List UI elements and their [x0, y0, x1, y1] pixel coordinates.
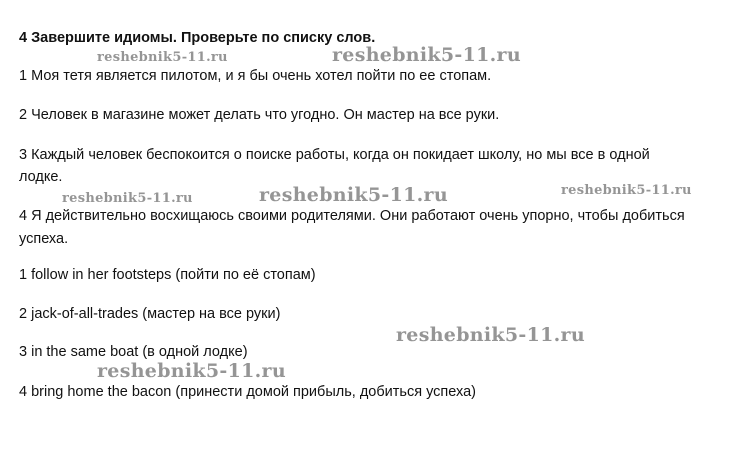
sentence-4-continued: успеха. — [19, 231, 69, 247]
answer-3: 3 in the same boat (в одной лодке) — [19, 344, 248, 360]
sentence-4: 4 Я действительно восхищаюсь своими родителями. Они работают очень упорно, чтобы добиться — [19, 208, 685, 224]
answer-1: 1 follow in her footsteps (пойти по её стопам) — [19, 267, 316, 283]
sentence-1: 1 Моя тетя является пилотом, и я бы очень хотел пойти по ее стопам. — [19, 68, 492, 84]
sentence-3: 3 Каждый человек беспокоится о поиске работы, когда он покидает школу, но мы все в одной — [19, 147, 650, 163]
watermark: reshebnik5-11.ru — [561, 183, 692, 198]
watermark: reshebnik5-11.ru — [332, 44, 521, 66]
watermark: reshebnik5-11.ru — [62, 191, 193, 206]
watermark: reshebnik5-11.ru — [259, 184, 448, 206]
exercise-heading: 4 Завершите идиомы. Проверьте по списку слов. — [19, 30, 376, 46]
watermark: reshebnik5-11.ru — [97, 360, 286, 382]
watermark: reshebnik5-11.ru — [97, 50, 228, 65]
answer-2: 2 jack-of-all-trades (мастер на все руки) — [19, 306, 281, 322]
sentence-2: 2 Человек в магазине может делать что угодно. Он мастер на все руки. — [19, 107, 500, 123]
answer-4: 4 bring home the bacon (принести домой прибыль, добиться успеха) — [19, 384, 476, 400]
watermark: reshebnik5-11.ru — [396, 324, 585, 346]
sentence-3-continued: лодке. — [19, 169, 63, 185]
